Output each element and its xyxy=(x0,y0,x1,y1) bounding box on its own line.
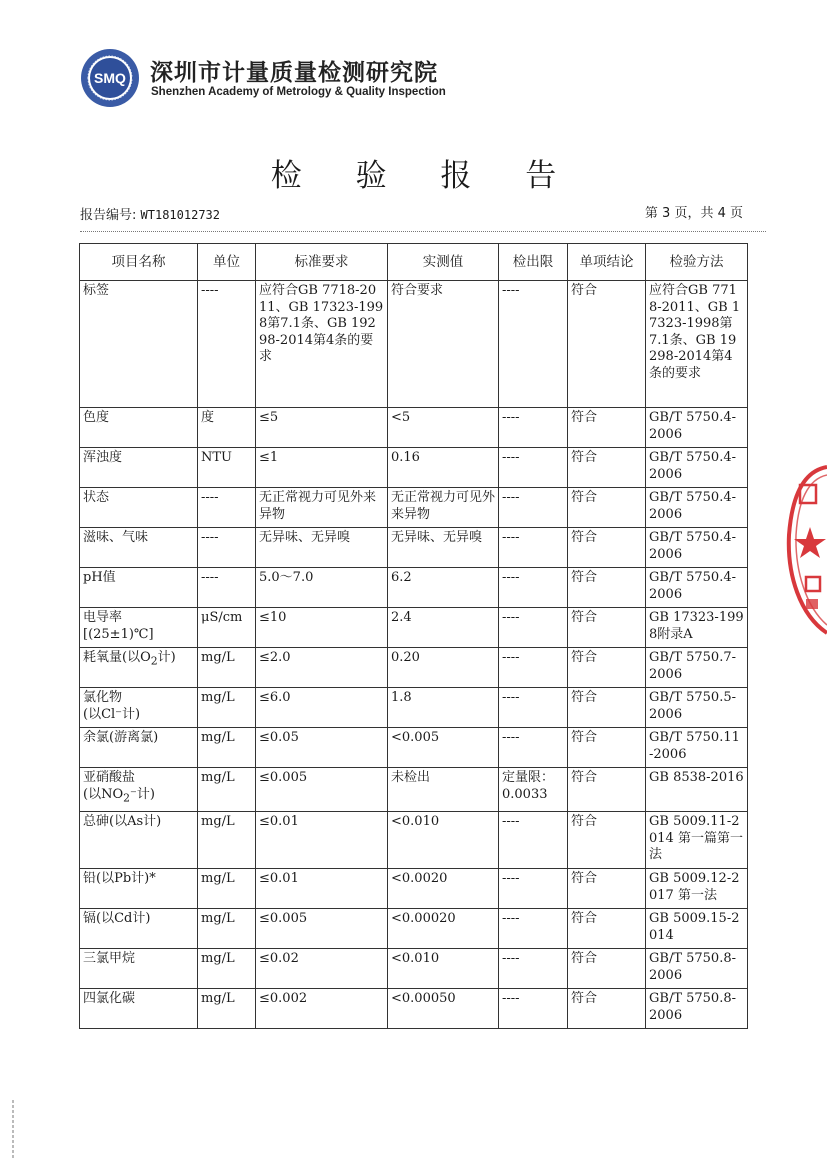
cell-item-name xyxy=(80,408,198,448)
cell-method: GB/T 5750.4-2006 xyxy=(646,528,748,568)
cell-unit: ---- xyxy=(198,528,256,568)
cell-conclusion: 符合 xyxy=(568,768,646,812)
cell-measured-value: 未检出 xyxy=(388,768,499,812)
cell-measured-value: <0.00050 xyxy=(388,989,499,1029)
cell-requirement: ≤0.005 xyxy=(256,909,388,949)
table-row xyxy=(80,869,748,909)
cell-unit: mg/L xyxy=(198,768,256,812)
table-row xyxy=(80,648,748,688)
cell-measured-value: 0.20 xyxy=(388,648,499,688)
cell-method: GB/T 5750.4-2006 xyxy=(646,568,748,608)
cell-conclusion: 符合 xyxy=(568,648,646,688)
cell-unit: ---- xyxy=(198,568,256,608)
report-number-value: WT181012732 xyxy=(140,208,221,222)
table-row xyxy=(80,909,748,949)
col-requirement: 标准要求 xyxy=(256,244,388,281)
report-number-label: 报告编号: xyxy=(80,208,137,223)
cell-method: 应符合GB 7718-2011、GB 17323-1998第7.1条、GB 19298-2014第4条的要求 xyxy=(646,281,748,408)
cell-unit: mg/L xyxy=(198,688,256,728)
cell-conclusion: 符合 xyxy=(568,608,646,648)
cell-method: GB/T 5750.7-2006 xyxy=(646,648,748,688)
cell-item-name xyxy=(80,909,198,949)
item-name-text: 氯化物 xyxy=(83,690,123,705)
cell-conclusion: 符合 xyxy=(568,408,646,448)
cell-unit: μS/cm xyxy=(198,608,256,648)
item-name-line2: (以Cl⁻计) xyxy=(83,706,141,722)
cell-measured-value: <5 xyxy=(388,408,499,448)
col-conclusion: 单项结论 xyxy=(568,244,646,281)
table-row xyxy=(80,528,748,568)
cell-item-name xyxy=(80,989,198,1029)
cell-measured-value: 2.4 xyxy=(388,608,499,648)
cell-unit: mg/L xyxy=(198,728,256,768)
cell-item-name xyxy=(80,949,198,989)
cell-measured-value: 无异味、无异嗅 xyxy=(388,528,499,568)
col-unit: 单位 xyxy=(198,244,256,281)
cell-detection-limit: ---- xyxy=(499,949,568,989)
item-name-text: 四氯化碳 xyxy=(83,991,136,1006)
item-name-text: 色度 xyxy=(83,410,110,425)
cell-item-name xyxy=(80,688,198,728)
cell-unit: mg/L xyxy=(198,869,256,909)
cell-conclusion: 符合 xyxy=(568,448,646,488)
table-row xyxy=(80,949,748,989)
cell-measured-value: 无正常视力可见外来异物 xyxy=(388,488,499,528)
cell-method: GB 5009.11-2014 第一篇第一法 xyxy=(646,812,748,869)
smq-logo xyxy=(80,48,140,108)
cell-requirement: 无正常视力可见外来异物 xyxy=(256,488,388,528)
col-method: 检验方法 xyxy=(646,244,748,281)
red-seal-stamp xyxy=(786,465,827,635)
cell-method: GB 5009.15-2014 xyxy=(646,909,748,949)
document-title: 检 验 报 告 xyxy=(270,158,579,194)
table-row xyxy=(80,728,748,768)
table-row xyxy=(80,989,748,1029)
separator-line xyxy=(80,231,766,232)
cell-requirement: ≤5 xyxy=(256,408,388,448)
cell-item-name xyxy=(80,568,198,608)
cell-measured-value: <0.0020 xyxy=(388,869,499,909)
cell-detection-limit: ---- xyxy=(499,989,568,1029)
cell-conclusion: 符合 xyxy=(568,688,646,728)
cell-method: GB/T 5750.8-2006 xyxy=(646,949,748,989)
cell-detection-limit: ---- xyxy=(499,488,568,528)
cell-conclusion: 符合 xyxy=(568,528,646,568)
logo-text: SMQ xyxy=(94,70,126,86)
page-info: 第 3 页，共 4 页 xyxy=(644,206,743,221)
cell-conclusion: 符合 xyxy=(568,728,646,768)
cell-method: GB/T 5750.5-2006 xyxy=(646,688,748,728)
cell-requirement: ≤0.005 xyxy=(256,768,388,812)
cell-requirement: 5.0～7.0 xyxy=(256,568,388,608)
table-row xyxy=(80,488,748,528)
cell-method: GB 8538-2016 xyxy=(646,768,748,812)
cell-item-name xyxy=(80,648,198,688)
cell-unit: ---- xyxy=(198,281,256,408)
cell-conclusion: 符合 xyxy=(568,989,646,1029)
cell-item-name xyxy=(80,812,198,869)
item-name-tail: 计) xyxy=(157,650,176,665)
cell-conclusion: 符合 xyxy=(568,909,646,949)
cell-measured-value: <0.005 xyxy=(388,728,499,768)
item-name-text: 三氯甲烷 xyxy=(83,951,136,966)
table-row xyxy=(80,768,748,812)
cell-detection-limit: ---- xyxy=(499,909,568,949)
table-body xyxy=(80,281,748,1029)
cell-unit: mg/L xyxy=(198,812,256,869)
cell-unit: mg/L xyxy=(198,989,256,1029)
table-row xyxy=(80,281,748,408)
cell-method: GB/T 5750.8-2006 xyxy=(646,989,748,1029)
cell-requirement: ≤0.05 xyxy=(256,728,388,768)
cell-method: GB 5009.12-2017 第一法 xyxy=(646,869,748,909)
cell-detection-limit: ---- xyxy=(499,608,568,648)
cell-method: GB/T 5750.11-2006 xyxy=(646,728,748,768)
table-row xyxy=(80,812,748,869)
item-name-text: 耗氧量(以O xyxy=(83,650,151,665)
cell-conclusion: 符合 xyxy=(568,488,646,528)
cell-detection-limit: ---- xyxy=(499,528,568,568)
item-name-text: 亚硝酸盐 xyxy=(83,770,136,785)
cell-detection-limit: ---- xyxy=(499,728,568,768)
cell-detection-limit: ---- xyxy=(499,281,568,408)
cell-item-name xyxy=(80,768,198,812)
cell-item-name xyxy=(80,281,198,408)
item-name-text: 滋味、气味 xyxy=(83,530,149,545)
table-row xyxy=(80,608,748,648)
table-header-row xyxy=(80,244,748,281)
cell-measured-value: 0.16 xyxy=(388,448,499,488)
cell-item-name xyxy=(80,869,198,909)
org-name-cn: 深圳市计量质量检测研究院 xyxy=(150,60,438,86)
cell-unit: ---- xyxy=(198,488,256,528)
cell-conclusion: 符合 xyxy=(568,812,646,869)
item-name-text: 标签 xyxy=(83,283,110,298)
cell-measured-value: <0.00020 xyxy=(388,909,499,949)
col-detection-limit: 检出限 xyxy=(499,244,568,281)
cell-detection-limit: ---- xyxy=(499,448,568,488)
cell-requirement: ≤6.0 xyxy=(256,688,388,728)
cell-method: GB/T 5750.4-2006 xyxy=(646,408,748,448)
col-item-name: 项目名称 xyxy=(80,244,198,281)
cell-conclusion: 符合 xyxy=(568,281,646,408)
cell-detection-limit: ---- xyxy=(499,568,568,608)
item-name-text: 电导率 xyxy=(83,610,123,625)
cell-measured-value: 1.8 xyxy=(388,688,499,728)
item-name-text: 总砷(以As计) xyxy=(83,814,162,829)
cell-requirement: 无异味、无异嗅 xyxy=(256,528,388,568)
item-name-text: 浑浊度 xyxy=(83,450,123,465)
cell-detection-limit: ---- xyxy=(499,812,568,869)
cell-measured-value: <0.010 xyxy=(388,812,499,869)
table-row xyxy=(80,448,748,488)
cell-requirement: ≤0.02 xyxy=(256,949,388,989)
item-name-text: 余氯(游离氯) xyxy=(83,730,159,745)
cell-item-name xyxy=(80,608,198,648)
cell-detection-limit: ---- xyxy=(499,869,568,909)
table-row xyxy=(80,568,748,608)
cell-unit: mg/L xyxy=(198,909,256,949)
item-name-text: pH值 xyxy=(83,570,116,585)
item-name-text: 镉(以Cd计) xyxy=(83,911,151,926)
margin-mark xyxy=(8,1100,18,1160)
cell-unit: 度 xyxy=(198,408,256,448)
cell-unit: NTU xyxy=(198,448,256,488)
table-row xyxy=(80,688,748,728)
cell-measured-value: 符合要求 xyxy=(388,281,499,408)
item-name-line2: (以NO xyxy=(83,786,124,802)
cell-requirement: ≤0.01 xyxy=(256,869,388,909)
item-name-text: 铅(以Pb计)* xyxy=(83,871,156,886)
item-name-line2-tail: ⁻计) xyxy=(130,786,155,802)
table-row xyxy=(80,408,748,448)
cell-item-name xyxy=(80,528,198,568)
item-name-text: 状态 xyxy=(83,490,110,505)
cell-method: GB/T 5750.4-2006 xyxy=(646,488,748,528)
inspection-table xyxy=(79,243,748,1029)
col-measured: 实测值 xyxy=(388,244,499,281)
cell-measured-value: <0.010 xyxy=(388,949,499,989)
cell-requirement: 应符合GB 7718-2011、GB 17323-1998第7.1条、GB 19298-2014第4条的要求 xyxy=(256,281,388,408)
cell-requirement: ≤10 xyxy=(256,608,388,648)
cell-unit: mg/L xyxy=(198,648,256,688)
cell-detection-limit: ---- xyxy=(499,688,568,728)
cell-detection-limit: 定量限：0.0033 xyxy=(499,768,568,812)
org-name-en: Shenzhen Academy of Metrology & Quality Inspection xyxy=(151,86,446,98)
report-number xyxy=(80,204,220,223)
item-name-line2-subscript: 2 xyxy=(123,791,130,805)
cell-requirement: ≤0.002 xyxy=(256,989,388,1029)
cell-item-name xyxy=(80,448,198,488)
item-name-subscript: 2 xyxy=(150,654,158,668)
cell-measured-value: 6.2 xyxy=(388,568,499,608)
cell-detection-limit: ---- xyxy=(499,648,568,688)
cell-item-name xyxy=(80,488,198,528)
cell-requirement: ≤1 xyxy=(256,448,388,488)
cell-item-name xyxy=(80,728,198,768)
cell-conclusion: 符合 xyxy=(568,869,646,909)
cell-method: GB 17323-1998附录A xyxy=(646,608,748,648)
cell-requirement: ≤0.01 xyxy=(256,812,388,869)
item-name-line2: [(25±1)℃] xyxy=(83,626,154,642)
cell-requirement: ≤2.0 xyxy=(256,648,388,688)
cell-conclusion: 符合 xyxy=(568,949,646,989)
cell-method: GB/T 5750.4-2006 xyxy=(646,448,748,488)
cell-detection-limit: ---- xyxy=(499,408,568,448)
cell-conclusion: 符合 xyxy=(568,568,646,608)
cell-unit: mg/L xyxy=(198,949,256,989)
